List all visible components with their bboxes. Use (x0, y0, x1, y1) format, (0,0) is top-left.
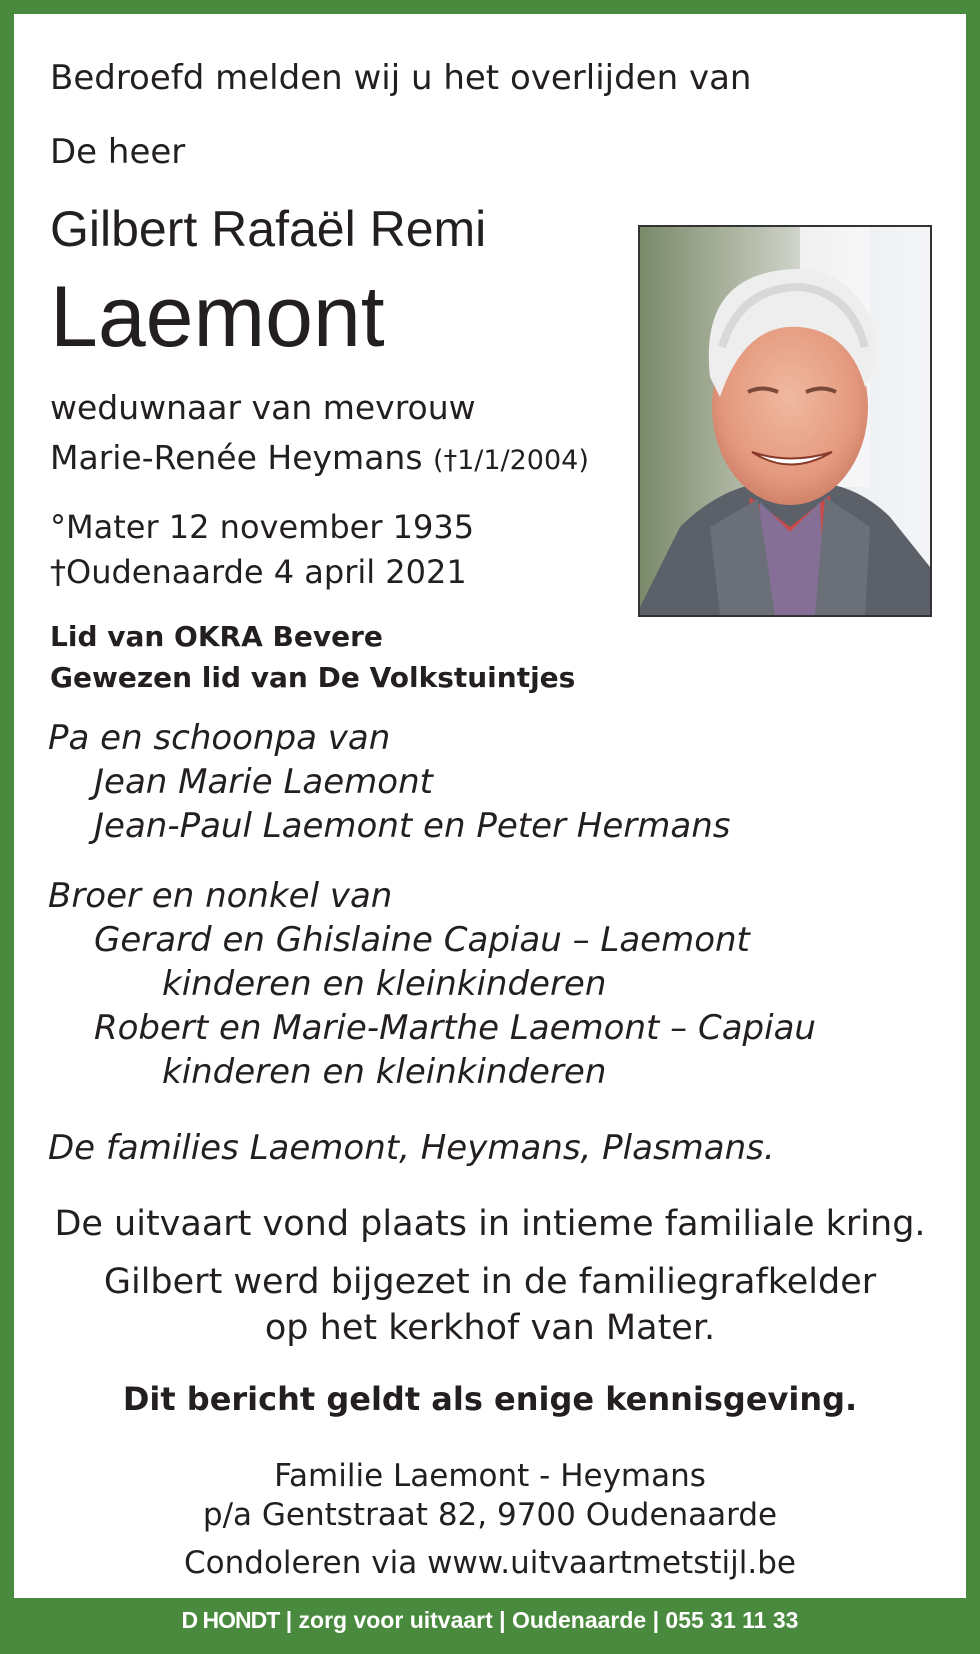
notice-line: Dit bericht geldt als enige kennisgeving. (122, 1380, 858, 1418)
spouse-name: Marie-Renée Heymans (50, 438, 423, 477)
child-2: Jean-Paul Laemont en Peter Hermans (94, 806, 731, 846)
portrait-illustration (640, 227, 930, 615)
contact-address: p/a Gentstraat 82, 9700 Oudenaarde (202, 1497, 778, 1533)
funeral-line-3: op het kerkhof van Mater. (264, 1308, 716, 1348)
father-heading: Pa en schoonpa van (48, 718, 391, 758)
funeral-line-2: Gilbert werd bijgezet in de familiegrafkelder (103, 1262, 877, 1302)
child-1: Jean Marie Laemont (94, 762, 433, 802)
footer-bar (0, 1598, 980, 1654)
footer-text: | zorg voor uitvaart | Oudenaarde | 055 31 11 33 (285, 1607, 799, 1633)
intro-text: Bedroefd melden wij u het overlijden van (50, 58, 752, 98)
spouse-death-date: (†1/1/2004) (433, 445, 589, 476)
sibling-2-descendants: kinderen en kleinkinderen (162, 1052, 607, 1092)
condolence-link[interactable]: Condoleren via www.uitvaartmetstijl.be (184, 1545, 796, 1581)
given-names: Gilbert Rafaël Remi (50, 201, 487, 257)
sibling-1: Gerard en Ghislaine Capiau – Laemont (94, 920, 750, 960)
honorific: De heer (50, 132, 186, 172)
death-line: †Oudenaarde 4 april 2021 (50, 553, 467, 591)
funeral-line-1: De uitvaart vond plaats in intieme familiale kring. (54, 1204, 926, 1244)
footer-brand: D HONDT (181, 1607, 280, 1633)
membership-volkstuintjes: Gewezen lid van De Volkstuintjes (50, 661, 576, 694)
contact-family: Familie Laemont - Heymans (274, 1458, 706, 1494)
sibling-2: Robert en Marie-Marthe Laemont – Capiau (94, 1008, 816, 1048)
families-line: De families Laemont, Heymans, Plasmans. (48, 1128, 775, 1168)
widower-line: weduwnaar van mevrouw (50, 388, 476, 427)
sibling-1-descendants: kinderen en kleinkinderen (162, 964, 607, 1004)
portrait-photo (638, 225, 932, 617)
birth-line: °Mater 12 november 1935 (50, 508, 475, 546)
membership-okra: Lid van OKRA Bevere (50, 620, 383, 653)
spouse-line (50, 438, 589, 477)
surname: Laemont (50, 269, 385, 365)
sibling-heading: Broer en nonkel van (48, 876, 393, 916)
